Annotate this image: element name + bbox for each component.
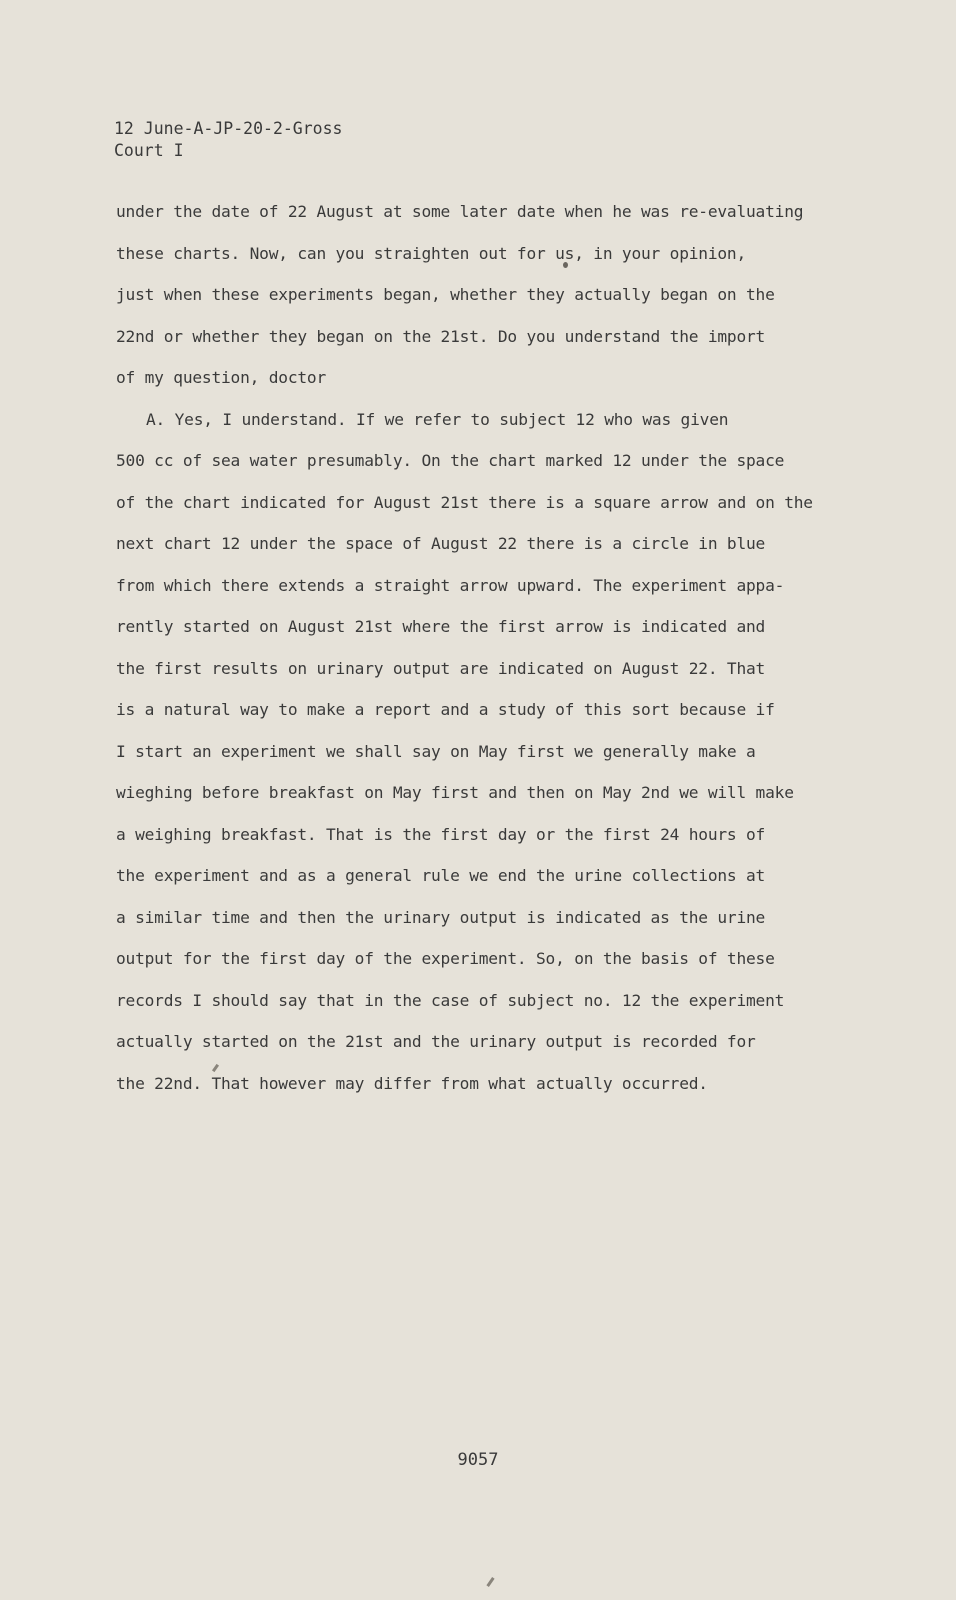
transcript-line: of the chart indicated for August 21st there is a square arrow and on the <box>116 492 813 512</box>
transcript-line: records I should say that in the case of subject no. 12 the experiment <box>116 990 785 1010</box>
transcript-line: a weighing breakfast. That is the first day or the first 24 hours of <box>116 824 766 844</box>
transcript-line: 500 cc of sea water presumably. On the chart marked 12 under the space <box>116 451 785 470</box>
transcript-line: just when these experiments began, whether they actually began on the <box>116 285 775 304</box>
transcript-line: under the date of 22 August at some later date when he was re-evaluating <box>116 202 804 221</box>
transcript-line: is a natural way to make a report and a study of this sort because if <box>116 700 775 719</box>
transcript-body <box>116 198 876 1111</box>
header-court: Court I <box>114 141 184 160</box>
transcript-line: I start an experiment we shall say on May first we generally make a <box>116 741 756 761</box>
transcript-line: from which there extends a straight arrow upward. The experiment appa- <box>116 575 785 595</box>
transcript-line: rently started on August 21st where the first arrow is indicated and <box>116 617 766 636</box>
transcript-line: 22nd or whether they began on the 21st. Do you understand the import <box>116 326 766 346</box>
transcript-line: these charts. Now, can you straighten out for us, in your opinion, <box>116 243 747 263</box>
document-header <box>114 118 342 162</box>
transcript-line: next chart 12 under the space of August 22 there is a circle in blue <box>116 534 766 553</box>
answer-line: A. Yes, I understand. If we refer to subject 12 who was given <box>146 409 729 429</box>
transcript-line: a similar time and then the urinary output is indicated as the urine <box>116 907 766 927</box>
transcript-line: the experiment and as a general rule we end the urine collections at <box>116 866 766 885</box>
transcript-line: the first results on urinary output are indicated on August 22. That <box>116 658 766 678</box>
transcript-line: wieghing before breakfast on May first and then on May 2nd we will make <box>116 783 794 802</box>
transcript-line: actually started on the 21st and the urinary output is recorded for <box>116 1032 756 1051</box>
paper-speck <box>563 262 568 268</box>
header-reference: 12 June-A-JP-20-2-Gross <box>114 119 343 138</box>
transcript-line: the 22nd. That however may differ from what actually occurred. <box>116 1073 708 1093</box>
transcript-line: of my question, doctor <box>116 368 327 387</box>
transcript-line: output for the first day of the experiment. So, on the basis of these <box>116 949 775 968</box>
paper-speck <box>486 1577 494 1587</box>
page-number: 9057 <box>457 1450 499 1470</box>
